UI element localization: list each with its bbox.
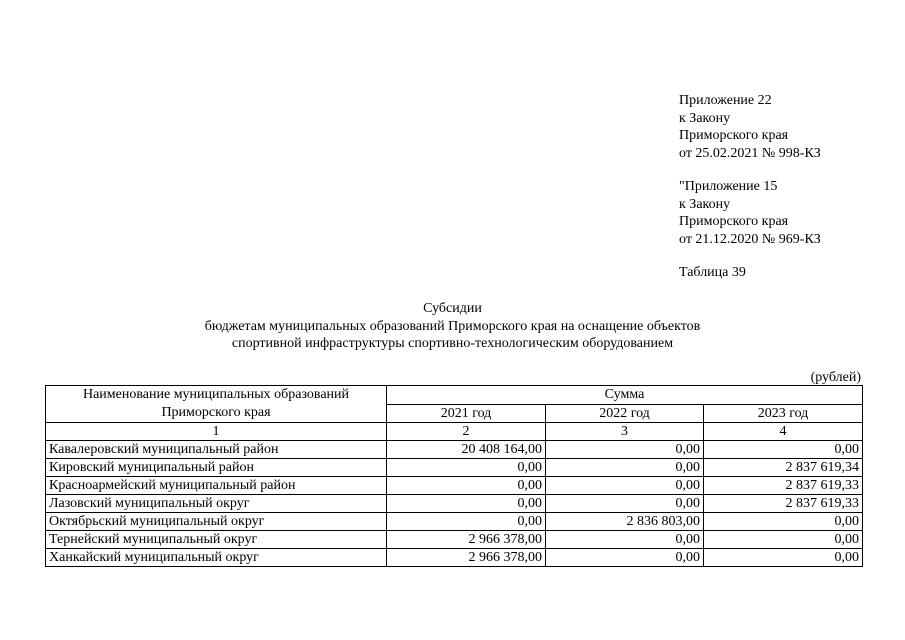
row-name: Тернейский муниципальный округ [46,531,387,549]
header-name-cell [46,386,387,423]
row-name: Кировский муниципальный район [46,459,387,477]
annex-block [679,92,821,282]
document-title [0,300,905,353]
column-number: 1 [46,423,387,441]
table-row [46,441,863,459]
table-row [46,549,863,567]
value-2021: 2 966 378,00 [387,549,546,567]
value-2022: 0,00 [546,531,704,549]
value-2021: 0,00 [387,477,546,495]
spacer [679,162,821,178]
table-row [46,495,863,513]
header-year-cell: 2021 год [387,404,546,423]
title-line: спортивной инфраструктуры спортивно-технологическим оборудованием [231,336,674,351]
units-label: (рублей) [810,370,861,385]
annex-line: от 25.02.2021 № 998-КЗ [679,145,821,161]
annex-line: Приморского края [679,214,789,229]
table-row [46,459,863,477]
table-row [46,477,863,495]
row-name: Октябрьский муниципальный округ [46,513,387,531]
header-sum-cell: Сумма [387,386,863,405]
value-2021: 0,00 [387,459,546,477]
value-2023: 2 837 619,34 [704,459,863,477]
table-row [46,513,863,531]
title-line: бюджетам муниципальных образований Приморского края на оснащение объектов [204,318,701,334]
subsidy-table [45,385,863,567]
value-2021: 0,00 [387,495,546,513]
value-2023: 0,00 [704,549,863,567]
table-ref: Таблица 39 [679,265,746,280]
annex-line: "Приложение 15 [679,179,778,194]
spacer [679,248,821,264]
column-number: 4 [704,423,863,441]
value-2022: 2 836 803,00 [546,513,704,531]
column-number: 2 [387,423,546,441]
annex-line: к Закону [679,110,731,126]
value-2021: 0,00 [387,513,546,531]
value-2021: 20 408 164,00 [387,441,546,459]
table-row [46,531,863,549]
header-name-line: Приморского края [161,405,271,420]
column-numbers-row [46,423,863,441]
annex-line: Приморского края [679,128,789,143]
row-name: Кавалеровский муниципальный район [46,441,387,459]
annex-line: от 21.12.2020 № 969-КЗ [679,231,821,247]
row-name: Красноармейский муниципальный район [46,477,387,495]
value-2023: 0,00 [704,441,863,459]
value-2023: 2 837 619,33 [704,477,863,495]
value-2022: 0,00 [546,477,704,495]
value-2023: 0,00 [704,531,863,549]
header-year-cell: 2023 год [704,404,863,423]
header-row [46,386,863,405]
row-name: Лазовский муниципальный округ [46,495,387,513]
annex-line: Приложение 22 [679,93,772,108]
title-line: Субсидии [423,301,482,316]
value-2022: 0,00 [546,441,704,459]
value-2022: 0,00 [546,459,704,477]
header-year-cell: 2022 год [546,404,704,423]
row-name: Ханкайский муниципальный округ [46,549,387,567]
annex-line: к Закону [679,196,731,212]
header-name-line: Наименование муниципальных образований [82,387,350,402]
value-2022: 0,00 [546,495,704,513]
value-2023: 0,00 [704,513,863,531]
value-2021: 2 966 378,00 [387,531,546,549]
value-2023: 2 837 619,33 [704,495,863,513]
column-number: 3 [546,423,704,441]
value-2022: 0,00 [546,549,704,567]
